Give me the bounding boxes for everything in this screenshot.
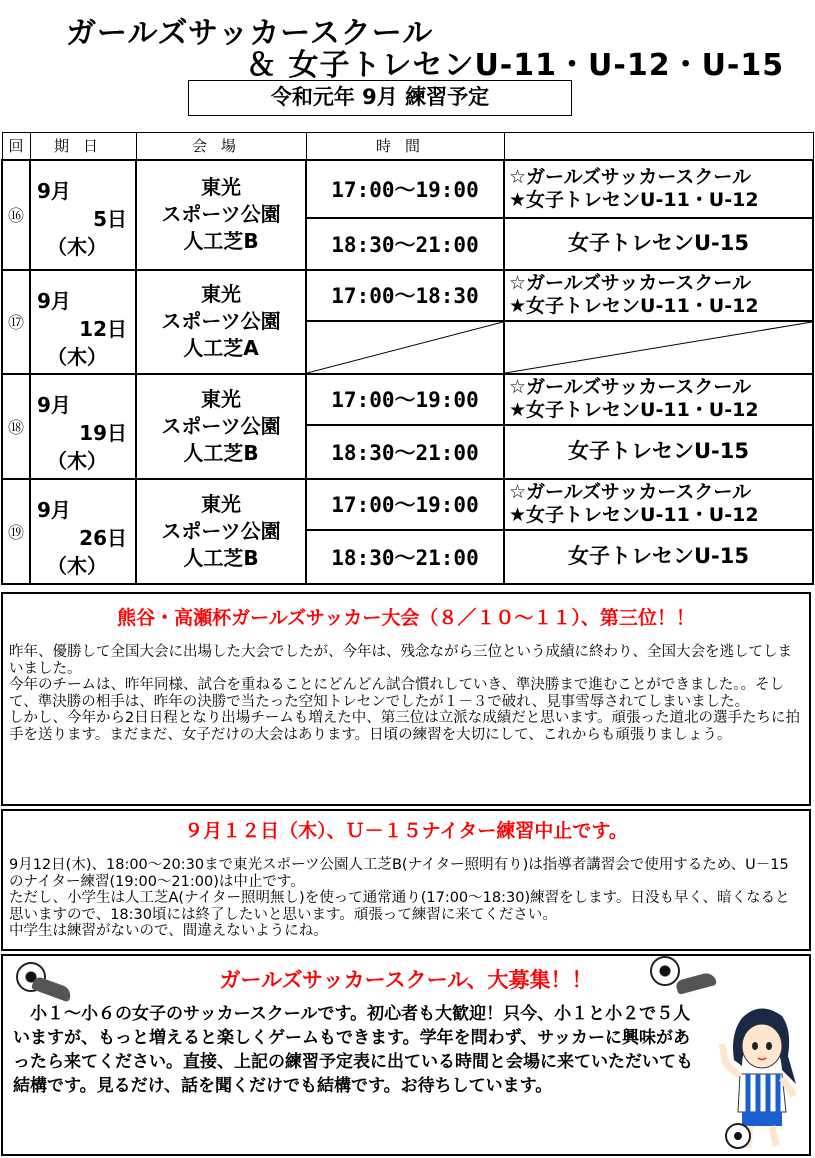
- date-month: 9月: [37, 178, 71, 203]
- title-line-2: ＆ 女子トレセンU-11・U-12・U-15: [246, 48, 785, 83]
- tournament-body: [3, 644, 809, 743]
- session-venue: [136, 479, 306, 584]
- date-day: 26日: [79, 525, 127, 550]
- time-slot-empty: [306, 321, 504, 374]
- content-line: ☆ガールズサッカースクール: [509, 165, 751, 188]
- header-time: 時間: [306, 133, 504, 160]
- time-slot: 17:00～19:00: [306, 160, 504, 218]
- session-venue: [136, 374, 306, 479]
- content-line: ★女子トレセンU-11・U-12: [509, 399, 759, 421]
- time-slot: 18:30～21:00: [306, 425, 504, 479]
- content-line: ★女子トレセンU-11・U-12: [509, 188, 759, 211]
- venue-line: スポーツ公園: [161, 518, 281, 543]
- venue-line: 東光: [201, 491, 241, 516]
- cancel-notice-box: [1, 809, 811, 951]
- session-number: ⑰: [2, 270, 30, 374]
- session-date: [30, 479, 136, 584]
- tournament-paragraph: 昨年、優勝して全国大会に出場した大会でしたが、今年は、残念ながら三位という成績に終わり、全国大会を逃してしまいました。: [9, 644, 792, 677]
- slot-content: [504, 270, 813, 321]
- session-venue: [136, 160, 306, 270]
- slot-content: [504, 374, 813, 425]
- time-slot: 17:00～19:00: [306, 479, 504, 530]
- content-line: ☆ガールズサッカースクール: [509, 376, 751, 398]
- date-month: 9月: [37, 497, 71, 522]
- empty-slot-diagonal: [307, 322, 503, 373]
- schedule-row: [2, 374, 813, 425]
- session-number: ⑯: [2, 160, 30, 270]
- schedule-subtitle: 令和元年 9月 練習予定: [188, 80, 572, 116]
- slot-content: [504, 160, 813, 218]
- header-num: 回: [2, 133, 30, 160]
- session-date: [30, 374, 136, 479]
- time-slot: 17:00～19:00: [306, 374, 504, 425]
- recruit-title: ガールズサッカースクール、大募集！！: [219, 968, 593, 992]
- schedule-row: [2, 479, 813, 530]
- schedule-row: [2, 160, 813, 218]
- time-slot: 18:30～21:00: [306, 218, 504, 270]
- venue-line: スポーツ公園: [161, 309, 281, 333]
- venue-line: 人工芝B: [183, 229, 259, 253]
- time-slot: 17:00～18:30: [306, 270, 504, 321]
- cancel-notice-title: ９月１２日（木）、Ｕ－１５ナイター練習中止です。: [184, 820, 628, 842]
- time-slot: 18:30～21:00: [306, 530, 504, 584]
- cancel-paragraph: 中学生は練習がないので、間違えないようにね。: [9, 923, 328, 939]
- date-weekday: （木）: [47, 448, 107, 473]
- session-number: ⑲: [2, 479, 30, 584]
- content-line: ★女子トレセンU-11・U-12: [509, 504, 759, 526]
- session-date: [30, 160, 136, 270]
- header-venue: 会場: [136, 133, 306, 160]
- tournament-box: [1, 592, 811, 806]
- date-day: 19日: [79, 420, 127, 445]
- date-weekday: （木）: [47, 344, 107, 369]
- cancel-notice-body: [3, 857, 809, 940]
- content-line: ★女子トレセンU-11・U-12: [509, 295, 759, 317]
- schedule-table: [1, 132, 812, 585]
- slot-content-empty: [504, 321, 813, 374]
- content-line: ☆ガールズサッカースクール: [509, 481, 751, 503]
- slot-content: [504, 479, 813, 530]
- session-date: [30, 270, 136, 374]
- venue-line: スポーツ公園: [161, 413, 281, 438]
- girl-player-illustration: [712, 1000, 808, 1152]
- slot-content: 女子トレセンU-15: [504, 218, 813, 270]
- table-header-row: [2, 133, 813, 160]
- slot-content: 女子トレセンU-15: [504, 530, 813, 584]
- session-number: ⑱: [2, 374, 30, 479]
- venue-line: 東光: [201, 282, 241, 306]
- venue-line: 人工芝A: [183, 336, 259, 360]
- tournament-paragraph: 今年のチームは、昨年同様、試合を重ねることにどんどん試合慣れしていき、準決勝まで進むことができました。。そして、準決勝の相手は、昨年の決勝で当たった空知トレセンでしたが１－３で破れ、見事雪辱されてしまいました。: [9, 677, 785, 710]
- date-month: 9月: [37, 288, 71, 313]
- schedule-row: [2, 270, 813, 321]
- date-weekday: （木）: [47, 553, 107, 578]
- date-weekday: （木）: [47, 234, 107, 259]
- tournament-paragraph: しかし、今年から2日日程となり出場チームも増えた中、第三位は立派な成績だと思います。頑張った道北の選手たちに拍手を送ります。まだまだ、女子だけの大会はあります。日頃の練習を大切にして、これからも頑張りましょう。: [9, 710, 801, 743]
- empty-slot-diagonal: [505, 322, 812, 373]
- venue-line: 東光: [201, 386, 241, 411]
- venue-line: 東光: [201, 175, 241, 199]
- recruit-body: 小１～小６の女子のサッカースクールです。初心者も大歓迎！只今、小１と小２で５人いますが、もっと増えると楽しくゲームもできます。学年を問わず、サッカーに興味があったら来てください。直接、上記の練習予定表に出ている時間と会場に来ていただいても結構です。見るだけ、話を聞くだけでも結構です。お待ちしています。: [13, 1004, 693, 1096]
- soccer-ball-icon: [650, 956, 680, 986]
- date-day: 5日: [93, 206, 127, 231]
- cancel-paragraph: 9月12日(木)、18:00～20:30まで東光スポーツ公園人工芝B(ナイター照明有り)は指導者講習会で使用するため、U－15のナイター練習(19:00～21:00)は中止です。: [9, 857, 789, 890]
- header-date: 期日: [30, 133, 136, 160]
- session-venue: [136, 270, 306, 374]
- slot-content: 女子トレセンU-15: [504, 425, 813, 479]
- date-day: 12日: [79, 316, 127, 341]
- title-line-1: ガールズサッカースクール: [66, 16, 434, 51]
- date-month: 9月: [37, 392, 71, 417]
- venue-line: スポーツ公園: [161, 202, 281, 226]
- tournament-title: 熊谷・高瀬杯ガールズサッカー大会（８／１０～１１）、第三位！！: [117, 607, 695, 629]
- venue-line: 人工芝B: [183, 440, 259, 465]
- cancel-paragraph: ただし、小学生は人工芝A(ナイター照明無し)を使って通常通り(17:00～18:30)練習をします。日没も早く、暗くなると思いますので、18:30頃には終了したいと思います。頑張って練習に来てください。: [9, 890, 790, 923]
- venue-line: 人工芝B: [183, 545, 259, 570]
- content-line: ☆ガールズサッカースクール: [509, 272, 751, 294]
- header-content: [504, 133, 813, 160]
